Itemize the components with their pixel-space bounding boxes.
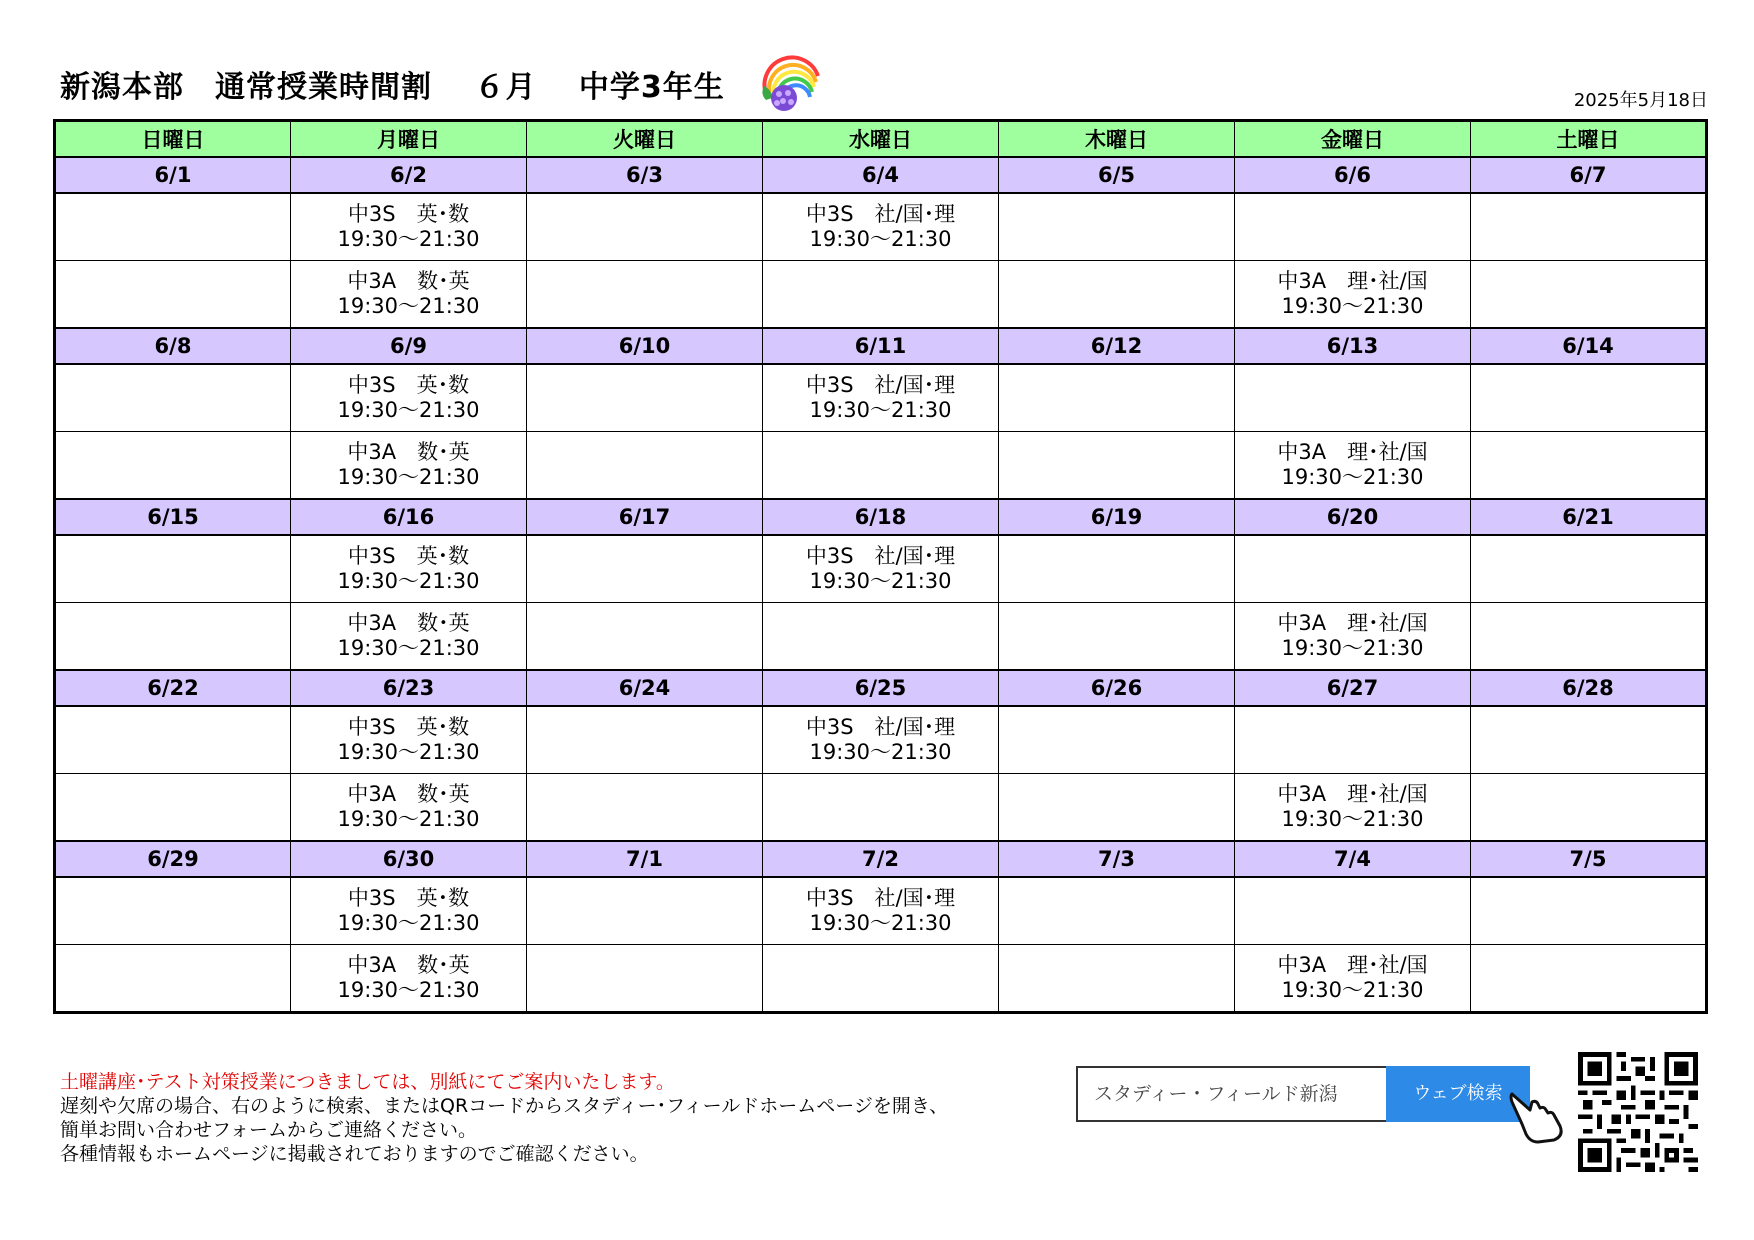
class-name: 中3A 数･英 bbox=[347, 440, 470, 464]
date-cell: 6/20 bbox=[1235, 499, 1471, 535]
class-cell bbox=[1235, 261, 1471, 329]
date-cell: 6/29 bbox=[55, 841, 291, 877]
class-cell bbox=[527, 945, 763, 1013]
date-cell: 6/30 bbox=[291, 841, 527, 877]
class-time: 19:30～21:30 bbox=[1281, 465, 1424, 489]
hydrangea-rainbow-icon bbox=[758, 54, 822, 116]
class-cell bbox=[1471, 706, 1707, 774]
class-name: 中3A 数･英 bbox=[347, 269, 470, 293]
date-row bbox=[55, 841, 1707, 877]
class-time: 19:30～21:30 bbox=[1281, 978, 1424, 1002]
class-row bbox=[55, 774, 1707, 842]
class-row bbox=[55, 877, 1707, 945]
class-cell bbox=[999, 877, 1235, 945]
class-cell bbox=[763, 432, 999, 500]
class-cell bbox=[999, 193, 1235, 261]
date-cell: 6/10 bbox=[527, 328, 763, 364]
class-cell bbox=[1471, 261, 1707, 329]
class-cell bbox=[999, 945, 1235, 1013]
class-cell bbox=[527, 603, 763, 671]
class-cell bbox=[291, 706, 527, 774]
class-cell bbox=[999, 261, 1235, 329]
class-cell bbox=[763, 706, 999, 774]
class-cell bbox=[291, 603, 527, 671]
class-cell bbox=[1471, 603, 1707, 671]
weekday-header: 月曜日 bbox=[291, 121, 527, 158]
class-name: 中3S 英･数 bbox=[347, 886, 470, 910]
class-cell bbox=[55, 774, 291, 842]
class-time: 19:30～21:30 bbox=[809, 911, 952, 935]
class-row bbox=[55, 432, 1707, 500]
date-cell: 7/3 bbox=[999, 841, 1235, 877]
date-cell: 6/27 bbox=[1235, 670, 1471, 706]
class-name: 中3S 社/国･理 bbox=[805, 202, 956, 226]
class-cell bbox=[55, 364, 291, 432]
class-cell bbox=[291, 774, 527, 842]
notice-saturday-lessons: 土曜講座･テスト対策授業につきましては、別紙にてご案内いたします。 bbox=[60, 1071, 675, 1093]
class-time: 19:30～21:30 bbox=[337, 740, 480, 764]
date-cell: 6/3 bbox=[527, 157, 763, 193]
class-cell bbox=[1235, 535, 1471, 603]
class-name: 中3A 数･英 bbox=[347, 782, 470, 806]
class-cell bbox=[291, 877, 527, 945]
date-cell: 6/26 bbox=[999, 670, 1235, 706]
date-cell: 6/15 bbox=[55, 499, 291, 535]
class-cell bbox=[763, 364, 999, 432]
class-cell bbox=[55, 432, 291, 500]
date-cell: 6/17 bbox=[527, 499, 763, 535]
date-cell: 6/6 bbox=[1235, 157, 1471, 193]
class-cell bbox=[999, 432, 1235, 500]
class-name: 中3A 理･社/国 bbox=[1277, 782, 1428, 806]
class-cell bbox=[527, 432, 763, 500]
class-cell bbox=[527, 535, 763, 603]
class-time: 19:30～21:30 bbox=[1281, 636, 1424, 660]
class-cell bbox=[999, 603, 1235, 671]
class-time: 19:30～21:30 bbox=[337, 978, 480, 1002]
class-cell bbox=[1471, 945, 1707, 1013]
class-cell bbox=[527, 193, 763, 261]
class-cell bbox=[291, 193, 527, 261]
class-row bbox=[55, 706, 1707, 774]
class-cell bbox=[1235, 706, 1471, 774]
class-name: 中3A 数･英 bbox=[347, 611, 470, 635]
web-search-button-illustration: ウェブ検索 bbox=[1386, 1066, 1530, 1122]
date-cell: 6/12 bbox=[999, 328, 1235, 364]
class-time: 19:30～21:30 bbox=[809, 740, 952, 764]
date-cell: 6/14 bbox=[1471, 328, 1707, 364]
date-cell: 6/8 bbox=[55, 328, 291, 364]
date-cell: 6/22 bbox=[55, 670, 291, 706]
class-time: 19:30～21:30 bbox=[337, 569, 480, 593]
class-time: 19:30～21:30 bbox=[337, 465, 480, 489]
class-cell bbox=[291, 945, 527, 1013]
page-title: 新潟本部 通常授業時間割 ６月 中学3年生 bbox=[60, 70, 725, 105]
class-cell bbox=[527, 364, 763, 432]
class-cell bbox=[55, 706, 291, 774]
class-name: 中3A 理･社/国 bbox=[1277, 611, 1428, 635]
class-cell bbox=[763, 535, 999, 603]
date-cell: 6/28 bbox=[1471, 670, 1707, 706]
search-box-illustration: スタディー・フィールド新潟 bbox=[1076, 1066, 1388, 1122]
class-cell bbox=[999, 774, 1235, 842]
class-cell bbox=[763, 945, 999, 1013]
qr-code bbox=[1578, 1052, 1698, 1172]
class-cell bbox=[527, 774, 763, 842]
date-cell: 6/4 bbox=[763, 157, 999, 193]
class-cell bbox=[999, 535, 1235, 603]
class-row bbox=[55, 603, 1707, 671]
class-row bbox=[55, 193, 1707, 261]
class-cell bbox=[1471, 774, 1707, 842]
class-time: 19:30～21:30 bbox=[1281, 807, 1424, 831]
date-cell: 7/5 bbox=[1471, 841, 1707, 877]
class-cell bbox=[1235, 603, 1471, 671]
weekday-header: 日曜日 bbox=[55, 121, 291, 158]
class-name: 中3S 英･数 bbox=[347, 544, 470, 568]
class-cell bbox=[763, 877, 999, 945]
date-cell: 7/4 bbox=[1235, 841, 1471, 877]
weekday-header: 土曜日 bbox=[1471, 121, 1707, 158]
class-row bbox=[55, 535, 1707, 603]
class-name: 中3A 数･英 bbox=[347, 953, 470, 977]
class-cell bbox=[55, 261, 291, 329]
class-row bbox=[55, 945, 1707, 1013]
timetable bbox=[53, 119, 1708, 1014]
class-cell bbox=[999, 706, 1235, 774]
date-cell: 6/2 bbox=[291, 157, 527, 193]
notes bbox=[60, 1070, 948, 1166]
class-time: 19:30～21:30 bbox=[337, 636, 480, 660]
date-cell: 6/5 bbox=[999, 157, 1235, 193]
weekday-header: 火曜日 bbox=[527, 121, 763, 158]
date-cell: 6/18 bbox=[763, 499, 999, 535]
class-cell bbox=[763, 193, 999, 261]
class-cell bbox=[527, 706, 763, 774]
class-cell bbox=[527, 877, 763, 945]
date-cell: 7/1 bbox=[527, 841, 763, 877]
weekday-header: 水曜日 bbox=[763, 121, 999, 158]
class-name: 中3S 英･数 bbox=[347, 715, 470, 739]
date-cell: 7/2 bbox=[763, 841, 999, 877]
date-cell: 6/21 bbox=[1471, 499, 1707, 535]
pointing-hand-icon bbox=[1508, 1088, 1566, 1144]
weekday-header: 木曜日 bbox=[999, 121, 1235, 158]
class-name: 中3A 理･社/国 bbox=[1277, 953, 1428, 977]
class-cell bbox=[291, 364, 527, 432]
class-cell bbox=[1471, 193, 1707, 261]
issue-date: 2025年5月18日 bbox=[1573, 90, 1708, 111]
class-cell bbox=[1235, 877, 1471, 945]
class-cell bbox=[1471, 432, 1707, 500]
class-row bbox=[55, 261, 1707, 329]
date-cell: 6/11 bbox=[763, 328, 999, 364]
date-cell: 6/25 bbox=[763, 670, 999, 706]
class-cell bbox=[55, 603, 291, 671]
class-cell bbox=[55, 945, 291, 1013]
class-cell bbox=[763, 774, 999, 842]
date-row bbox=[55, 157, 1707, 193]
class-name: 中3S 社/国･理 bbox=[805, 373, 956, 397]
class-time: 19:30～21:30 bbox=[337, 911, 480, 935]
class-time: 19:30～21:30 bbox=[337, 227, 480, 251]
weekday-header-row bbox=[55, 121, 1707, 158]
class-cell bbox=[1471, 877, 1707, 945]
date-cell: 6/1 bbox=[55, 157, 291, 193]
class-cell bbox=[1471, 535, 1707, 603]
class-name: 中3S 英･数 bbox=[347, 202, 470, 226]
class-time: 19:30～21:30 bbox=[337, 807, 480, 831]
notice-homepage: 各種情報もホームページに掲載されておりますのでご確認ください。 bbox=[60, 1143, 649, 1165]
class-name: 中3S 英･数 bbox=[347, 373, 470, 397]
class-name: 中3S 社/国･理 bbox=[805, 544, 956, 568]
class-cell bbox=[55, 535, 291, 603]
weekday-header: 金曜日 bbox=[1235, 121, 1471, 158]
class-time: 19:30～21:30 bbox=[809, 398, 952, 422]
date-cell: 6/23 bbox=[291, 670, 527, 706]
class-cell bbox=[1235, 774, 1471, 842]
class-cell bbox=[291, 261, 527, 329]
class-cell bbox=[763, 603, 999, 671]
class-cell bbox=[291, 432, 527, 500]
class-cell bbox=[999, 364, 1235, 432]
class-time: 19:30～21:30 bbox=[337, 398, 480, 422]
class-cell bbox=[1235, 193, 1471, 261]
date-row bbox=[55, 670, 1707, 706]
class-cell bbox=[55, 877, 291, 945]
class-time: 19:30～21:30 bbox=[1281, 294, 1424, 318]
class-cell bbox=[1235, 364, 1471, 432]
class-name: 中3A 理･社/国 bbox=[1277, 269, 1428, 293]
date-cell: 6/19 bbox=[999, 499, 1235, 535]
date-cell: 6/16 bbox=[291, 499, 527, 535]
date-row bbox=[55, 499, 1707, 535]
class-cell bbox=[763, 261, 999, 329]
class-name: 中3A 理･社/国 bbox=[1277, 440, 1428, 464]
class-cell bbox=[1471, 364, 1707, 432]
date-row bbox=[55, 328, 1707, 364]
date-cell: 6/7 bbox=[1471, 157, 1707, 193]
date-cell: 6/9 bbox=[291, 328, 527, 364]
class-time: 19:30～21:30 bbox=[337, 294, 480, 318]
class-cell bbox=[291, 535, 527, 603]
class-cell bbox=[1235, 432, 1471, 500]
class-name: 中3S 社/国･理 bbox=[805, 886, 956, 910]
class-name: 中3S 社/国･理 bbox=[805, 715, 956, 739]
notice-contact-form: 簡単お問い合わせフォームからご連絡ください。 bbox=[60, 1119, 478, 1141]
date-cell: 6/24 bbox=[527, 670, 763, 706]
class-cell bbox=[55, 193, 291, 261]
class-time: 19:30～21:30 bbox=[809, 569, 952, 593]
class-cell bbox=[1235, 945, 1471, 1013]
date-cell: 6/13 bbox=[1235, 328, 1471, 364]
class-time: 19:30～21:30 bbox=[809, 227, 952, 251]
class-cell bbox=[527, 261, 763, 329]
class-row bbox=[55, 364, 1707, 432]
notice-absence: 遅刻や欠席の場合、右のように検索、またはQRコードからスタディー･フィールドホームページを開き、 bbox=[60, 1095, 949, 1117]
